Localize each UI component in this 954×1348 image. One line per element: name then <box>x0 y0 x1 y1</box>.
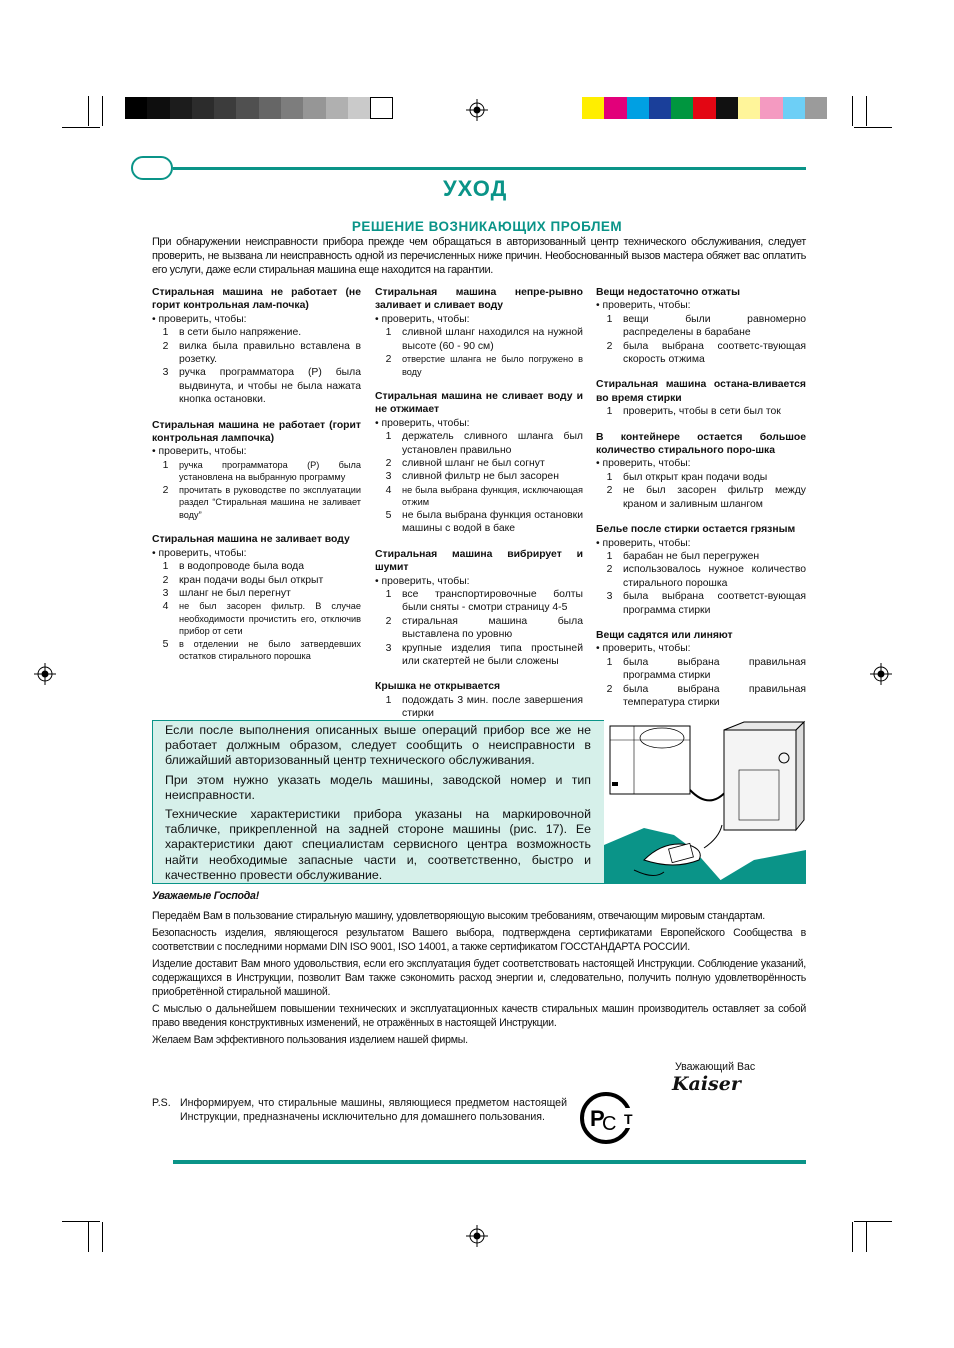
check-text: была выбрана правильная программа стирки <box>623 656 806 682</box>
check-number: 1 <box>385 694 392 706</box>
check-item <box>152 587 361 600</box>
ps-label: P.S. <box>152 1097 171 1109</box>
trouble-section <box>152 533 361 663</box>
crop-mark <box>852 1222 853 1252</box>
trouble-heading: Стиральная машина вибрирует и шумит <box>375 548 583 574</box>
check-item <box>152 340 361 367</box>
check-item <box>375 470 583 483</box>
check-item <box>375 457 583 470</box>
postscript <box>152 1096 567 1124</box>
trouble-heading: Вещи садятся или линяют <box>596 629 733 641</box>
check-number: 2 <box>162 484 169 496</box>
check-lead: • проверить, чтобы: <box>596 643 691 655</box>
notice-paragraph: Если после выполнения описанных выше операций прибор все же не работает должным образом, следует сообщить о неисправности в ближайший авторизованный центр технического обслуживания. <box>165 723 591 768</box>
check-text: в водопроводе была вода <box>179 561 305 573</box>
letter-paragraph: С мыслью о дальнейшем повышении технических и эксплуатационных качеств стиральных машин производитель оставляет за собой право введения конструктивных изменений, не отражённых в настоящей Инструкции. <box>152 1003 806 1029</box>
check-text: крупные изделия типа простыней или скатертей не были сложены <box>402 642 583 667</box>
notice-text <box>165 723 591 887</box>
check-number: 1 <box>606 656 613 668</box>
troubleshooting-column-1 <box>152 286 361 675</box>
crop-mark <box>102 96 103 126</box>
check-item <box>152 638 361 663</box>
check-text: в отделении не было затвердевших остатков стирального порошка <box>179 638 361 662</box>
crop-mark <box>62 127 100 128</box>
crop-mark <box>866 96 867 126</box>
check-number: 3 <box>606 591 613 603</box>
check-item <box>152 560 361 573</box>
check-item <box>375 353 583 378</box>
crop-mark <box>854 127 892 128</box>
trouble-section <box>375 680 583 720</box>
check-text: проверить, чтобы в сети был ток <box>623 406 781 418</box>
certification-mark-icon <box>576 1088 640 1148</box>
check-number: 2 <box>385 615 392 627</box>
trouble-section <box>152 419 361 522</box>
check-number: 1 <box>385 588 392 600</box>
check-item <box>152 459 361 484</box>
svg-text:T: T <box>624 1111 633 1127</box>
check-text: барабан не был перегружен <box>623 550 760 562</box>
check-lead: • проверить, чтобы: <box>596 537 691 549</box>
letter-paragraph: Безопасность изделия, являющегося результатом Вашего выбора, подтверждена сертификатами Европейского Сообщества в соответствии с последними нормами DIN ISO 9001, ISO 14001, а также сертификатом ГОССТАНДАРТА РОССИИ. <box>152 927 806 953</box>
check-number: 5 <box>162 638 169 650</box>
check-item <box>375 588 583 615</box>
check-number: 1 <box>162 327 169 339</box>
check-item <box>596 656 806 683</box>
check-text: в сети было напряжение. <box>179 327 302 339</box>
check-item <box>596 313 806 340</box>
crop-mark <box>88 96 89 126</box>
check-item <box>375 430 583 457</box>
check-number: 1 <box>606 471 613 483</box>
check-number: 3 <box>385 471 392 483</box>
check-number: 1 <box>162 459 169 471</box>
check-number: 4 <box>385 484 392 496</box>
check-text: не была выбрана функция остановки машины с водой в баке <box>402 509 583 535</box>
letter <box>152 889 806 1050</box>
svg-text:P: P <box>590 1106 605 1131</box>
notice-paragraph: При этом нужно указать модель машины, заводской номер и тип неисправности. <box>165 772 591 802</box>
check-text: все транспортировочные болты были сняты - смотри страницу 4-5 <box>402 588 583 614</box>
check-item <box>375 326 583 353</box>
check-text: подождать 3 мин. после завершения стирки <box>402 694 583 720</box>
check-number: 1 <box>162 561 169 573</box>
troubleshooting-column-2 <box>375 286 583 733</box>
trouble-heading: Стиральная машина не заливает воду <box>152 534 350 546</box>
check-lead: • проверить, чтобы: <box>152 313 247 325</box>
check-text: был открыт кран подачи воды <box>623 471 768 483</box>
check-text: держатель сливного шланга был установлен правильно <box>402 431 583 456</box>
trouble-heading: В контейнере остается большое количество стирального поро-шка <box>596 431 806 457</box>
trouble-section <box>375 286 583 378</box>
trouble-section <box>375 548 583 669</box>
check-text: была выбрана соответс-твующая скорость отжима <box>623 340 806 366</box>
check-text: ручка программатора (P) была установлена на выбранную программу <box>179 459 361 483</box>
check-number: 1 <box>385 431 392 443</box>
check-text: не был засорен фильтр между краном и заливным шлангом <box>623 485 806 510</box>
check-text: сливной шланг находился на нужной высоте (60 - 90 см) <box>402 327 583 352</box>
crop-mark <box>854 1221 892 1222</box>
check-item <box>152 600 361 638</box>
troubleshooting-column-3 <box>596 286 806 721</box>
check-text: была выбрана правильная температура стирки <box>623 683 806 708</box>
check-text: сливной шланг не был согнут <box>402 458 545 470</box>
check-item <box>596 405 806 418</box>
crop-mark <box>62 1221 100 1222</box>
subtitle: РЕШЕНИЕ ВОЗНИКАЮЩИХ ПРОБЛЕМ <box>351 219 623 234</box>
check-text: стиральная машина была выставлена по уровню <box>402 615 583 641</box>
trouble-heading: Вещи недостаточно отжаты <box>596 287 740 298</box>
notice-paragraph: Технические характеристики прибора указаны на маркировочной табличке, прикрепленной на задней стороне машины (рис. 17). Ее характеристики дают специалистам сервисного центра возможность найти необходимые запасные части и, соответственно, быстро и качественно провести обслуживание. <box>165 807 591 882</box>
color-calibration-bar <box>582 97 827 119</box>
check-text: не был засорен фильтр. В случае необходимости прочистить его, отключив прибор от сети <box>179 601 361 637</box>
brand-logo: Kaiser <box>672 1073 741 1095</box>
registration-target-icon <box>466 99 488 121</box>
check-item <box>152 484 361 522</box>
check-item <box>375 642 583 669</box>
check-item <box>375 694 583 721</box>
check-number: 2 <box>385 354 392 366</box>
check-item <box>596 683 806 710</box>
check-number: 2 <box>162 574 169 586</box>
check-number: 2 <box>606 340 613 352</box>
crop-mark <box>88 1222 89 1252</box>
check-number: 2 <box>162 340 169 352</box>
trouble-heading: Белье после стирки остается грязным <box>596 524 796 536</box>
intro-paragraph: При обнаружении неисправности прибора прежде чем обращаться в авторизованный центр технического обслуживания, следует проверить, не вызвана ли неисправность одной из перечисленных ниже причин. Необоснованный вызов мастера обяжет вас оплатить его услуги, даже если стиральная машина еще находится на гарантии. <box>152 236 806 276</box>
check-number: 3 <box>162 588 169 599</box>
check-text: шланг не был перегнут <box>179 588 291 599</box>
trouble-heading: Стиральная машина не работает (горит контрольная лампочка) <box>152 419 361 445</box>
trouble-section <box>152 286 361 407</box>
registration-target-icon <box>34 663 56 685</box>
svg-text:C: C <box>602 1113 617 1135</box>
crop-mark <box>102 1222 103 1252</box>
rating-plate-illustration <box>604 720 806 884</box>
check-item <box>152 574 361 587</box>
signoff: Уважающий Вас <box>675 1061 756 1073</box>
check-item <box>596 340 806 367</box>
letter-paragraph: Желаем Вам эффективного пользования изделием нашей фирмы. <box>152 1034 468 1046</box>
check-item <box>152 366 361 406</box>
trouble-section <box>596 431 806 511</box>
check-item <box>375 615 583 642</box>
check-number: 3 <box>385 642 392 654</box>
check-item <box>375 509 583 536</box>
check-number: 1 <box>606 550 613 562</box>
trouble-heading: Стиральная машина не сливает воду и не отжимает <box>375 391 583 416</box>
trouble-heading: Крышка не открывается <box>375 681 501 693</box>
check-text: вилка была правильно вставлена в розетку. <box>179 340 361 366</box>
crop-mark <box>866 1222 867 1252</box>
check-lead: • проверить, чтобы: <box>375 575 470 587</box>
trouble-heading: Стиральная машина непре-рывно заливает и сливает воду <box>375 287 583 312</box>
check-number: 2 <box>606 564 613 576</box>
check-item <box>596 550 806 563</box>
check-number: 1 <box>385 327 392 339</box>
trouble-heading: Стиральная машина не работает (не горит контрольная лам-почка) <box>152 287 361 312</box>
check-lead: • проверить, чтобы: <box>375 417 470 429</box>
check-item <box>596 590 806 617</box>
page-number-oval <box>131 156 173 180</box>
registration-target-icon <box>870 663 892 685</box>
header-rule <box>173 167 806 170</box>
check-number: 5 <box>385 509 392 521</box>
trouble-section <box>375 390 583 536</box>
check-text: была выбрана соответст-вующая программа стирки <box>623 591 806 616</box>
registration-target-icon <box>466 1225 488 1247</box>
check-item <box>596 484 806 511</box>
check-item <box>375 484 583 509</box>
check-lead: • проверить, чтобы: <box>596 300 691 312</box>
trouble-section <box>596 629 806 709</box>
check-lead: • проверить, чтобы: <box>152 446 247 458</box>
check-text: не была выбрана функция, исключающая отжим <box>402 484 583 508</box>
check-number: 2 <box>606 485 613 497</box>
trouble-section <box>596 378 806 418</box>
check-number: 2 <box>606 683 613 695</box>
check-text: кран подачи воды был открыт <box>179 574 324 586</box>
check-item <box>596 563 806 590</box>
section-title: УХОД <box>443 176 508 201</box>
check-number: 2 <box>385 458 392 470</box>
check-number: 1 <box>606 313 613 325</box>
trouble-section <box>596 523 806 617</box>
check-text: прочитать в руководстве по эксплуатации раздел “Стиральная машина не заливает воду” <box>179 484 361 520</box>
check-number: 3 <box>162 367 169 379</box>
check-text: отверстие шланга не было погружено в воду <box>402 354 583 377</box>
letter-paragraph: Изделие доставит Вам много удовольствия, если его эксплуатация будет соответствовать настоящей Инструкции. Соблюдение указаний, содержащихся в Инструкции, позволит Вам также сэкономить расход энергии и, следовательно, получить полную удовлетворённость приобретённой стиральной машиной. <box>152 958 806 998</box>
check-text: ручка программатора (P) была выдвинута, и чтобы не была нажата кнопка остановки. <box>179 367 361 406</box>
check-number: 1 <box>606 406 613 418</box>
check-item <box>152 326 361 339</box>
check-text: вещи были равномерно распределены в барабане <box>623 313 806 339</box>
letter-paragraph: Передаём Вам в пользование стиральную машину, удовлетворяющую высоким требованиям, отвечающим мировым стандартам. <box>152 910 765 922</box>
check-lead: • проверить, чтобы: <box>596 458 691 470</box>
check-number: 4 <box>162 601 169 613</box>
trouble-section <box>596 286 806 366</box>
trouble-heading: Стиральная машина остана-вливается во время стирки <box>596 379 806 404</box>
ps-text: Информируем, что стиральные машины, являющиеся предметом настоящей Инструкции, предназначены исключительно для домашнего пользования. <box>180 1097 567 1123</box>
crop-mark <box>852 96 853 126</box>
letter-greeting: Уважаемые Господа! <box>152 890 259 902</box>
check-lead: • проверить, чтобы: <box>152 547 247 559</box>
check-lead: • проверить, чтобы: <box>375 313 470 325</box>
footer-rule <box>173 1160 806 1164</box>
grayscale-calibration-bar <box>125 97 393 119</box>
check-item <box>596 471 806 484</box>
check-text: сливной фильтр не был засорен <box>402 471 559 483</box>
check-text: использовалось нужное количество стирального порошка <box>623 564 806 589</box>
